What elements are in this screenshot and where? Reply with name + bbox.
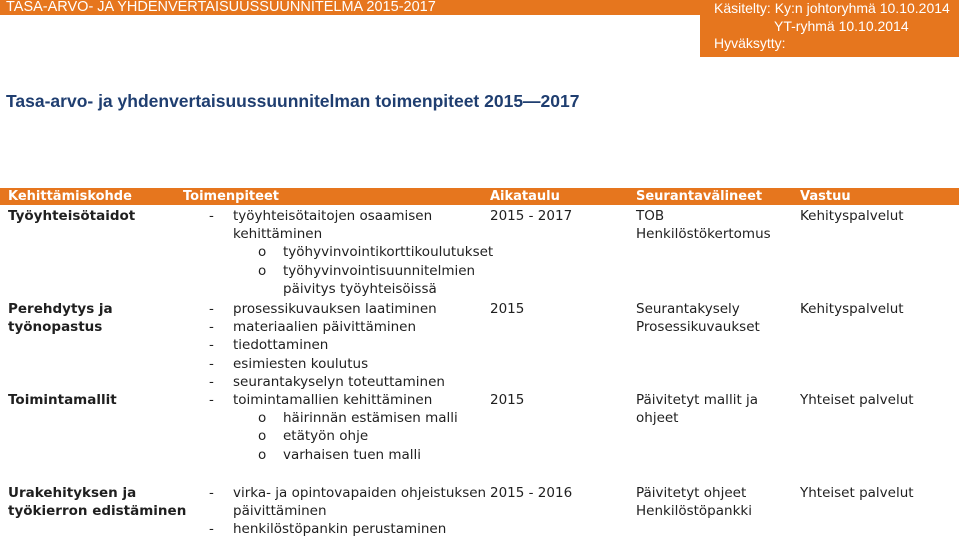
responsibility-line: Kehityspalvelut	[800, 208, 904, 224]
dash-bullet-icon: -	[209, 485, 214, 501]
status-line-yt-group: YT-ryhmä 10.10.2014	[774, 17, 909, 34]
monitoring-tools-line: Prosessikuvaukset	[636, 319, 760, 336]
actions-list	[206, 300, 476, 391]
column-header-target: Kehittämiskohde	[8, 189, 132, 204]
action-item	[206, 373, 476, 391]
monitoring-tools-line: Päivitetyt ohjeet	[636, 485, 747, 501]
schedule	[490, 484, 630, 502]
dash-bullet-icon: -	[209, 521, 214, 538]
action-item	[206, 318, 476, 336]
action-item	[206, 427, 476, 445]
action-text: seurantakyselyn toteuttaminen	[233, 373, 445, 390]
dash-bullet-icon: -	[209, 392, 214, 408]
action-text: työhyvinvointikorttikoulutukset	[283, 244, 494, 261]
page-title: Tasa-arvo- ja yhdenvertaisuussuunnitelman toimenpiteet 2015—2017	[6, 91, 580, 111]
approval-status	[714, 0, 950, 53]
circle-bullet-icon: o	[258, 410, 267, 427]
action-item	[206, 409, 476, 427]
monitoring-tools	[636, 300, 796, 336]
monitoring-tools	[636, 207, 796, 243]
dash-bullet-icon: -	[209, 373, 214, 390]
responsibility	[800, 207, 955, 225]
action-item	[206, 207, 476, 225]
monitoring-tools-line: Seurantakysely	[636, 301, 740, 317]
action-item	[206, 262, 476, 280]
action-item	[206, 300, 476, 318]
dash-bullet-icon: -	[209, 355, 214, 372]
action-item	[206, 355, 476, 373]
action-item	[206, 280, 476, 298]
action-item	[206, 391, 476, 409]
responsibility-line: Yhteiset palvelut	[800, 485, 914, 501]
column-header-monitoring: Seurantavälineet	[636, 189, 763, 204]
development-target-line: Urakehityksen ja	[8, 485, 137, 501]
action-text: esimiesten koulutus	[233, 355, 369, 372]
action-text: päivitys työyhteisöissä	[283, 280, 437, 297]
schedule	[490, 391, 630, 409]
responsibility	[800, 391, 955, 409]
action-item	[206, 243, 494, 261]
action-item	[206, 225, 476, 243]
development-target-line: Työyhteisötaidot	[8, 208, 136, 224]
development-target	[8, 484, 198, 520]
action-text: prosessikuvauksen laatiminen	[233, 301, 437, 317]
action-text: tiedottaminen	[233, 337, 329, 354]
status-line-processed: Käsitelty: Ky:n johtoryhmä 10.10.2014	[714, 0, 950, 16]
schedule-line: 2015 - 2017	[490, 208, 573, 224]
action-item	[206, 336, 476, 354]
schedule-line: 2015	[490, 301, 525, 317]
status-line-approved: Hyväksytty:	[714, 35, 786, 51]
schedule-line: 2015 - 2016	[490, 485, 573, 501]
dash-bullet-icon: -	[209, 301, 214, 317]
circle-bullet-icon: o	[258, 428, 267, 445]
responsibility-line: Kehityspalvelut	[800, 301, 904, 317]
monitoring-tools-line: Päivitetyt mallit ja	[636, 392, 759, 408]
dash-bullet-icon: -	[209, 337, 214, 354]
actions-list	[206, 207, 494, 298]
document-title: TASA-ARVO- JA YHDENVERTAISUUSSUUNNITELMA 2015-2017	[6, 0, 436, 15]
development-target-line: Toimintamallit	[8, 392, 117, 408]
circle-bullet-icon: o	[258, 262, 267, 279]
action-text: varhaisen tuen malli	[283, 446, 422, 463]
actions-list	[206, 484, 487, 539]
action-item	[206, 502, 476, 520]
column-header-schedule: Aikataulu	[490, 189, 560, 204]
development-target	[8, 300, 198, 336]
action-text: henkilöstöpankin perustaminen	[233, 521, 447, 538]
table-header-row	[0, 188, 959, 205]
schedule	[490, 207, 630, 225]
actions-list	[206, 391, 476, 464]
dash-bullet-icon: -	[209, 319, 214, 336]
development-target	[8, 207, 198, 225]
action-text: etätyön ohje	[283, 428, 369, 445]
column-header-actions: Toimenpiteet	[183, 189, 279, 204]
development-target-line: työnopastus	[8, 319, 103, 336]
schedule	[490, 300, 630, 318]
action-text: häirinnän estämisen malli	[283, 410, 458, 427]
action-text: virka- ja opintovapaiden ohjeistuksen	[233, 485, 487, 501]
action-text: työyhteisötaitojen osaamisen	[233, 208, 433, 224]
development-target-line: Perehdytys ja	[8, 301, 113, 317]
dash-bullet-icon: -	[209, 208, 214, 224]
action-text: toimintamallien kehittäminen	[233, 392, 433, 408]
schedule-line: 2015	[490, 392, 525, 408]
action-item	[206, 520, 476, 538]
monitoring-tools-line: TOB	[636, 208, 665, 224]
action-item	[206, 484, 487, 502]
circle-bullet-icon: o	[258, 446, 267, 463]
monitoring-tools-line: Henkilöstökertomus	[636, 226, 771, 243]
action-text: työhyvinvointisuunnitelmien	[283, 262, 476, 279]
responsibility	[800, 484, 955, 502]
column-header-responsibility: Vastuu	[800, 189, 851, 204]
action-text: kehittäminen	[233, 226, 323, 243]
responsibility-line: Yhteiset palvelut	[800, 392, 914, 408]
action-item	[206, 446, 476, 464]
circle-bullet-icon: o	[258, 244, 267, 261]
development-target	[8, 391, 198, 409]
responsibility	[800, 300, 955, 318]
monitoring-tools-line: Henkilöstöpankki	[636, 503, 752, 520]
monitoring-tools	[636, 484, 796, 520]
action-text: materiaalien päivittäminen	[233, 319, 417, 336]
monitoring-tools-line: ohjeet	[636, 410, 679, 427]
monitoring-tools	[636, 391, 796, 427]
development-target-line: työkierron edistäminen	[8, 503, 187, 520]
action-text: päivittäminen	[233, 503, 327, 520]
